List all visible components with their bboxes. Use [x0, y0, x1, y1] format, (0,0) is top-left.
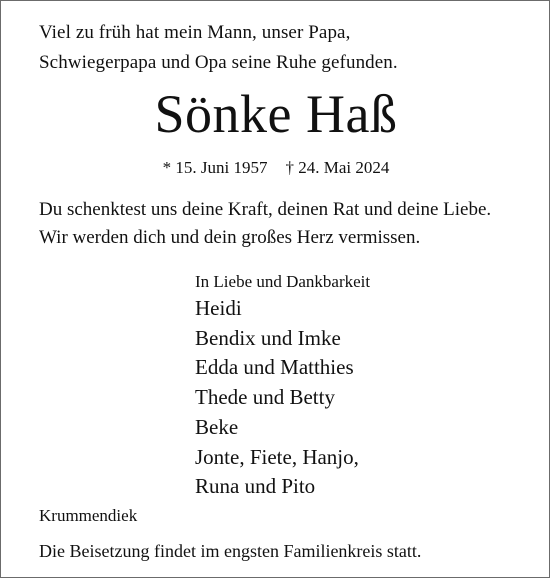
intro-line-2: Schwiegerpapa und Opa seine Ruhe gefunden.	[39, 52, 398, 73]
death-date: † 24. Mai 2024	[285, 158, 390, 177]
signoff: In Liebe und Dankbarkeit	[195, 272, 371, 291]
mourner-name: Thede und Betty	[195, 385, 335, 409]
poem-line-1: Du schenktest uns deine Kraft, deinen Rat und deine Liebe.	[39, 199, 492, 220]
funeral-notice: Die Beisetzung findet im engsten Familienkreis statt.	[39, 541, 422, 561]
birth-date: * 15. Juni 1957	[162, 158, 268, 177]
mourner-name: Edda und Matthies	[195, 355, 354, 379]
mourner-name: Bendix und Imke	[195, 326, 341, 350]
intro-line-1: Viel zu früh hat mein Mann, unser Papa,	[39, 22, 351, 43]
mourner-name: Heidi	[195, 296, 242, 320]
mourner-name: Jonte, Fiete, Hanjo,	[195, 445, 359, 469]
life-dates	[1, 159, 550, 176]
mourner-name: Runa und Pito	[195, 474, 316, 498]
deceased-name: Sönke Haß	[154, 84, 398, 144]
place-name: Krummendiek	[39, 506, 138, 525]
poem-line-2: Wir werden dich und dein großes Herz vermissen.	[39, 227, 421, 248]
mourner-name: Beke	[195, 415, 239, 439]
